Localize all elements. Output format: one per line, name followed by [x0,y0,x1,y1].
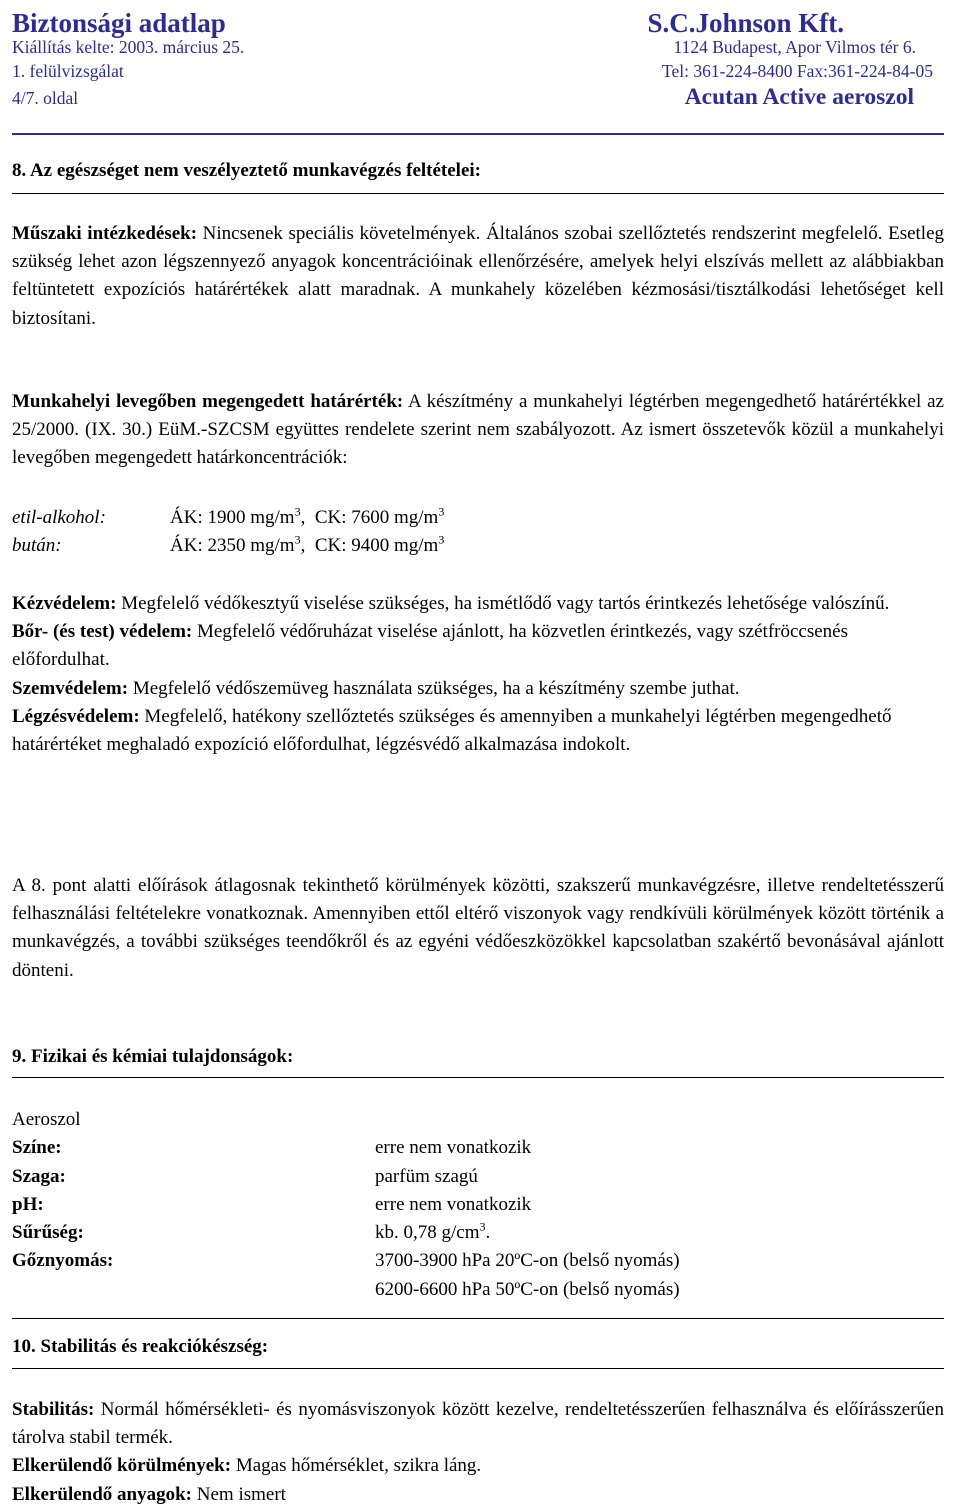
protection-block [12,590,944,759]
property-value: erre nem vonatkozik [375,1193,532,1215]
company-name: S.C.Johnson Kft. [647,8,844,38]
property-label: Sűrűség: [12,1222,84,1244]
ak-value: ÁK: 1900 mg/m [170,507,295,528]
exposure-limits-label: Munkahelyi levegőben megengedett határérték: [12,391,404,412]
ck-unit-exponent: 3 [438,532,445,547]
ck-unit-exponent: 3 [438,504,445,519]
product-form: Aeroszol [12,1109,81,1130]
limit-values: ÁK: 1900 $mg/m^3$, CK: 7600 $mg/m^3$ [170,504,445,528]
revision: 1. felülvizsgálat [12,61,124,81]
document-header [12,8,944,111]
property-label: pH: [12,1193,44,1215]
density-value: kb. 0,78 g/cm [375,1222,480,1244]
property-row-ph [12,1191,944,1219]
section-8-note [12,872,944,985]
limit-values: ÁK: 2350 $mg/m^3$, CK: 9400 $mg/m^3$ [170,532,445,556]
substance-name: etil-alkohol: [12,507,106,528]
density-end: . [485,1222,491,1244]
materials-to-avoid-text: Nem ismert [192,1483,286,1505]
substance-name: bután: [12,535,62,556]
company-address: 1124 Budapest, Apor Vilmos tér 6. [673,37,916,57]
limit-values-table [12,504,944,560]
respiratory-protection-text: Megfelelő, hatékony szellőztetés szükséges és amennyiben a munkahelyi légtérben megengedhető határértéket meghaladó expozíció előfordulhat, légzésvédő alkalmazása indokolt. [12,705,892,756]
property-row-odor [12,1163,944,1191]
property-row-vapor-pressure [12,1247,944,1275]
property-row-color [12,1134,944,1162]
property-value [375,1219,944,1247]
product-name: Acutan Active aeroszol [684,84,914,110]
document-title: Biztonsági adatlap [12,8,226,38]
property-value: parfüm szagú [375,1165,478,1187]
section-8-heading: 8. Az egészséget nem veszélyeztető munkavégzés feltételei: [12,160,481,181]
conditions-to-avoid-text: Magas hőmérséklet, szikra láng. [231,1455,482,1477]
property-value: 6200-6600 hPa 50ºC-on (belső nyomás) [375,1278,680,1300]
limit-row [12,504,944,532]
technical-measures-label: Műszaki intézkedések: [12,223,198,244]
company-phone: Tel: 361-224-8400 Fax:361-224-84-05 [662,61,933,81]
hand-protection-text: Megfelelő védőkesztyű viselése szükséges, ha ismétlődő vagy tartós érintkezés lehetősége valószínű. [116,593,890,614]
property-label: Gőznyomás: [12,1250,114,1272]
stability-label: Stabilitás: [12,1399,95,1420]
physical-properties [12,1106,944,1304]
ak-unit-exponent: 3 [294,504,301,519]
issue-date: Kiállítás kelte: 2003. március 25. [12,37,245,57]
ak-unit-exponent: 3 [294,532,301,547]
density-unit-exponent: 3 [479,1219,486,1234]
property-value: erre nem vonatkozik [375,1137,532,1159]
section-8-note-text: A 8. pont alatti előírások átlagosnak tekinthető körülmények közötti, szakszerű munkavégzésre, illetve rendeltetésszerű felhasználási feltételekre vonatkoznak. Amennyiben ettől eltérő viszonyok vagy rendkívüli körülmények között történik a munkavégzés, a további szükséges teendőkről és az egyéni védőeszközökkel kapcsolatban szakértő bevonásával ajánlott dönteni. [12,875,944,981]
property-label: Szaga: [12,1165,66,1187]
eye-protection-label: Szemvédelem: [12,677,129,699]
skin-protection-text: Megfelelő védőruházat viselése ajánlott, ha közvetlen érintkezés, vagy szétfröccsenés előfordulhat. [12,621,848,671]
property-row-vapor-pressure-2 [12,1276,944,1304]
skin-protection-label: Bőr- (és test) védelem: [12,621,193,643]
ck-value: CK: 9400 mg/m [314,535,439,556]
conditions-to-avoid-label: Elkerülendő körülmények: [12,1455,232,1477]
ck-value: CK: 7600 mg/m [314,507,439,528]
property-label: Színe: [12,1137,62,1159]
exposure-limits-text: A készítmény a munkahelyi légtérben megengedhető határértékkel az 25/2000. (IX. 30.) EüM.-SZCSM együttes rendelete szerint nem szabályozott. Az ismert összetevők közül a munkahelyi levegőben megengedett határkoncentrációk: [12,391,944,469]
limit-row [12,532,944,560]
stability-block [12,1396,944,1509]
section-10-heading: 10. Stabilitás és reakciókészség: [12,1336,269,1357]
section-10-top-divider [12,1318,944,1319]
section-8-divider [12,193,944,194]
respiratory-protection-label: Légzésvédelem: [12,705,140,727]
page-number: 4/7. oldal [12,88,79,108]
ak-value: ÁK: 2350 mg/m [170,535,295,556]
header-divider [12,133,944,135]
property-row-density [12,1219,944,1247]
property-value: 3700-3900 hPa 20ºC-on (belső nyomás) [375,1250,680,1272]
exposure-limits [12,388,944,473]
stability-text: Normál hőmérsékleti- és nyomásviszonyok között kezelve, rendeltetésszerűen felhasználva és előírásszerűen tárolva stabil termék. [12,1399,944,1449]
technical-measures-text: Nincsenek speciális követelmények. Általános szobai szellőztetés rendszerint megfelelő. Esetleg szükség lehet azon légszennyező anyagok koncentrációinak ellenőrzésére, amelyek helyi elszívás mellett az alábbiakban feltüntetett expozíciós határértékek alatt maradnak. A munkahely közelében kézmosási/tisztálkodási lehetőséget kell biztosítani. [12,223,945,329]
hand-protection-label: Kézvédelem: [12,593,117,614]
materials-to-avoid-label: Elkerülendő anyagok: [12,1483,193,1505]
eye-protection-text: Megfelelő védőszemüveg használata szükséges, ha a készítmény szembe juthat. [128,677,740,699]
section-9-divider [12,1077,944,1078]
technical-measures [12,220,944,333]
section-9-heading: 9. Fizikai és kémiai tulajdonságok: [12,1046,294,1067]
section-10-divider [12,1368,944,1369]
